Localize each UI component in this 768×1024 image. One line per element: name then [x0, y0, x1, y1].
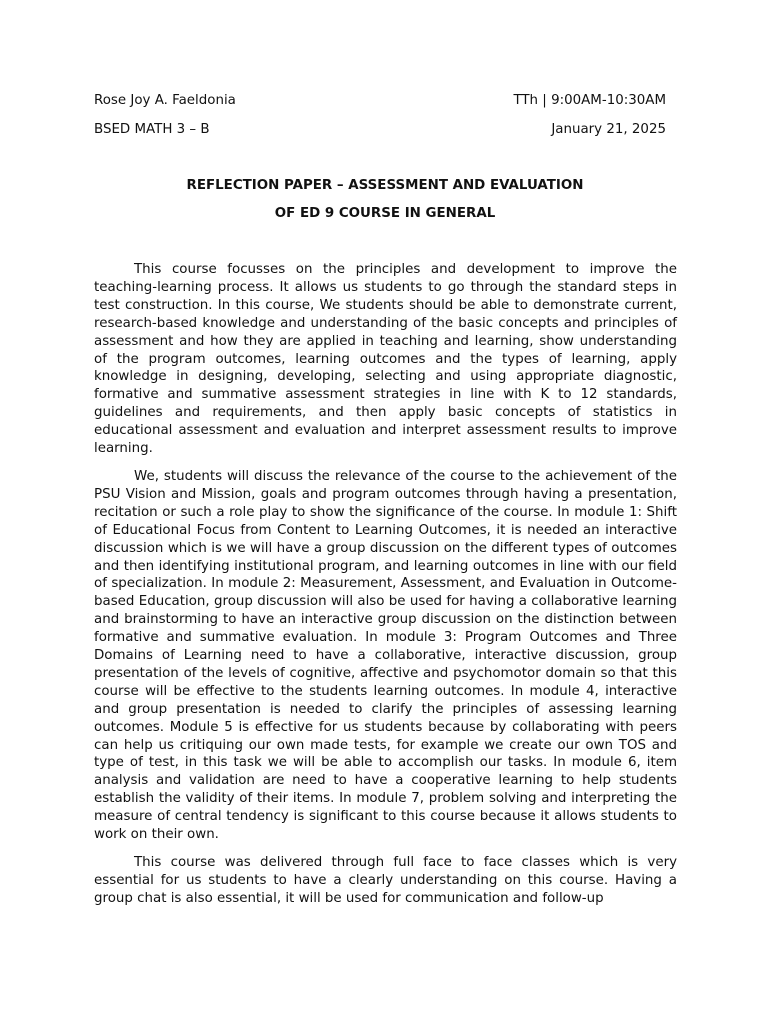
- title-line-2: OF ED 9 COURSE IN GENERAL: [274, 206, 496, 221]
- document-date: January 21, 2025: [551, 122, 666, 137]
- paragraph-1: This course focusses on the principles and development to improve the teaching-learning process. It allows us students to go through the standard steps in test construction. In this course, We students should be able to demonstrate current, research-based knowledge and understanding of the basic concepts and principles of assessment and how they are applied in teaching and learning, show understanding of the program outcomes, learning outcomes and the types of learning, apply knowledge in designing, developing, selecting and using appropriate diagnostic, formative and summative assessment strategies in line with K to 12 standards, guidelines and requirements, and then apply basic concepts of statistics in educational assessment and evaluation and interpret assessment results to improve learning.: [94, 262, 677, 457]
- paragraph-2: We, students will discuss the relevance of the course to the achievement of the PSU Vision and Mission, goals and program outcomes through having a presentation, recitation or such a role play to show the significance of the course. In module 1: Shift of Educational Focus from Content to Learning Outcomes, it is needed an interactive discussion which is we will have a group discussion on the different types of outcomes and then identifying institutional program, and learning outcomes in line with our field of specialization. In module 2: Measurement, Assessment, and Evaluation in Outcome-based Education, group discussion will also be used for having a collaborative learning and brainstorming to have an interactive group discussion on the distinction between formative and summative evaluation. In module 3: Program Outcomes and Three Domains of Learning need to have a collaborative, interactive discussion, group presentation of the levels of cognitive, affective and psychomotor domain so that this course will be effective to the students learning outcomes. In module 4, interactive and group presentation is needed to clarify the principles of assessing learning outcomes. Module 5 is effective for us students because by collaborating with peers can help us critiquing our own made tests, for example we create our own TOS and type of test, in this task we will be able to accomplish our tasks. In module 6, item analysis and validation are need to have a cooperative learning to help students establish the validity of their items. In module 7, problem solving and interpreting the measure of central tendency is significant to this course because it allows students to work on their own.: [94, 468, 677, 843]
- section-label: BSED MATH 3 – B: [94, 122, 210, 137]
- body-text: [94, 261, 677, 918]
- class-schedule: TTh | 9:00AM-10:30AM: [513, 93, 666, 108]
- title-line-1: REFLECTION PAPER – ASSESSMENT AND EVALUATION: [186, 178, 584, 193]
- student-name: Rose Joy A. Faeldonia: [94, 93, 236, 108]
- paragraph-3: This course was delivered through full face to face classes which is very essential for us students to have a clearly understanding on this course. Having a group chat is also essential, it will be used for communication and follow-up: [94, 855, 677, 906]
